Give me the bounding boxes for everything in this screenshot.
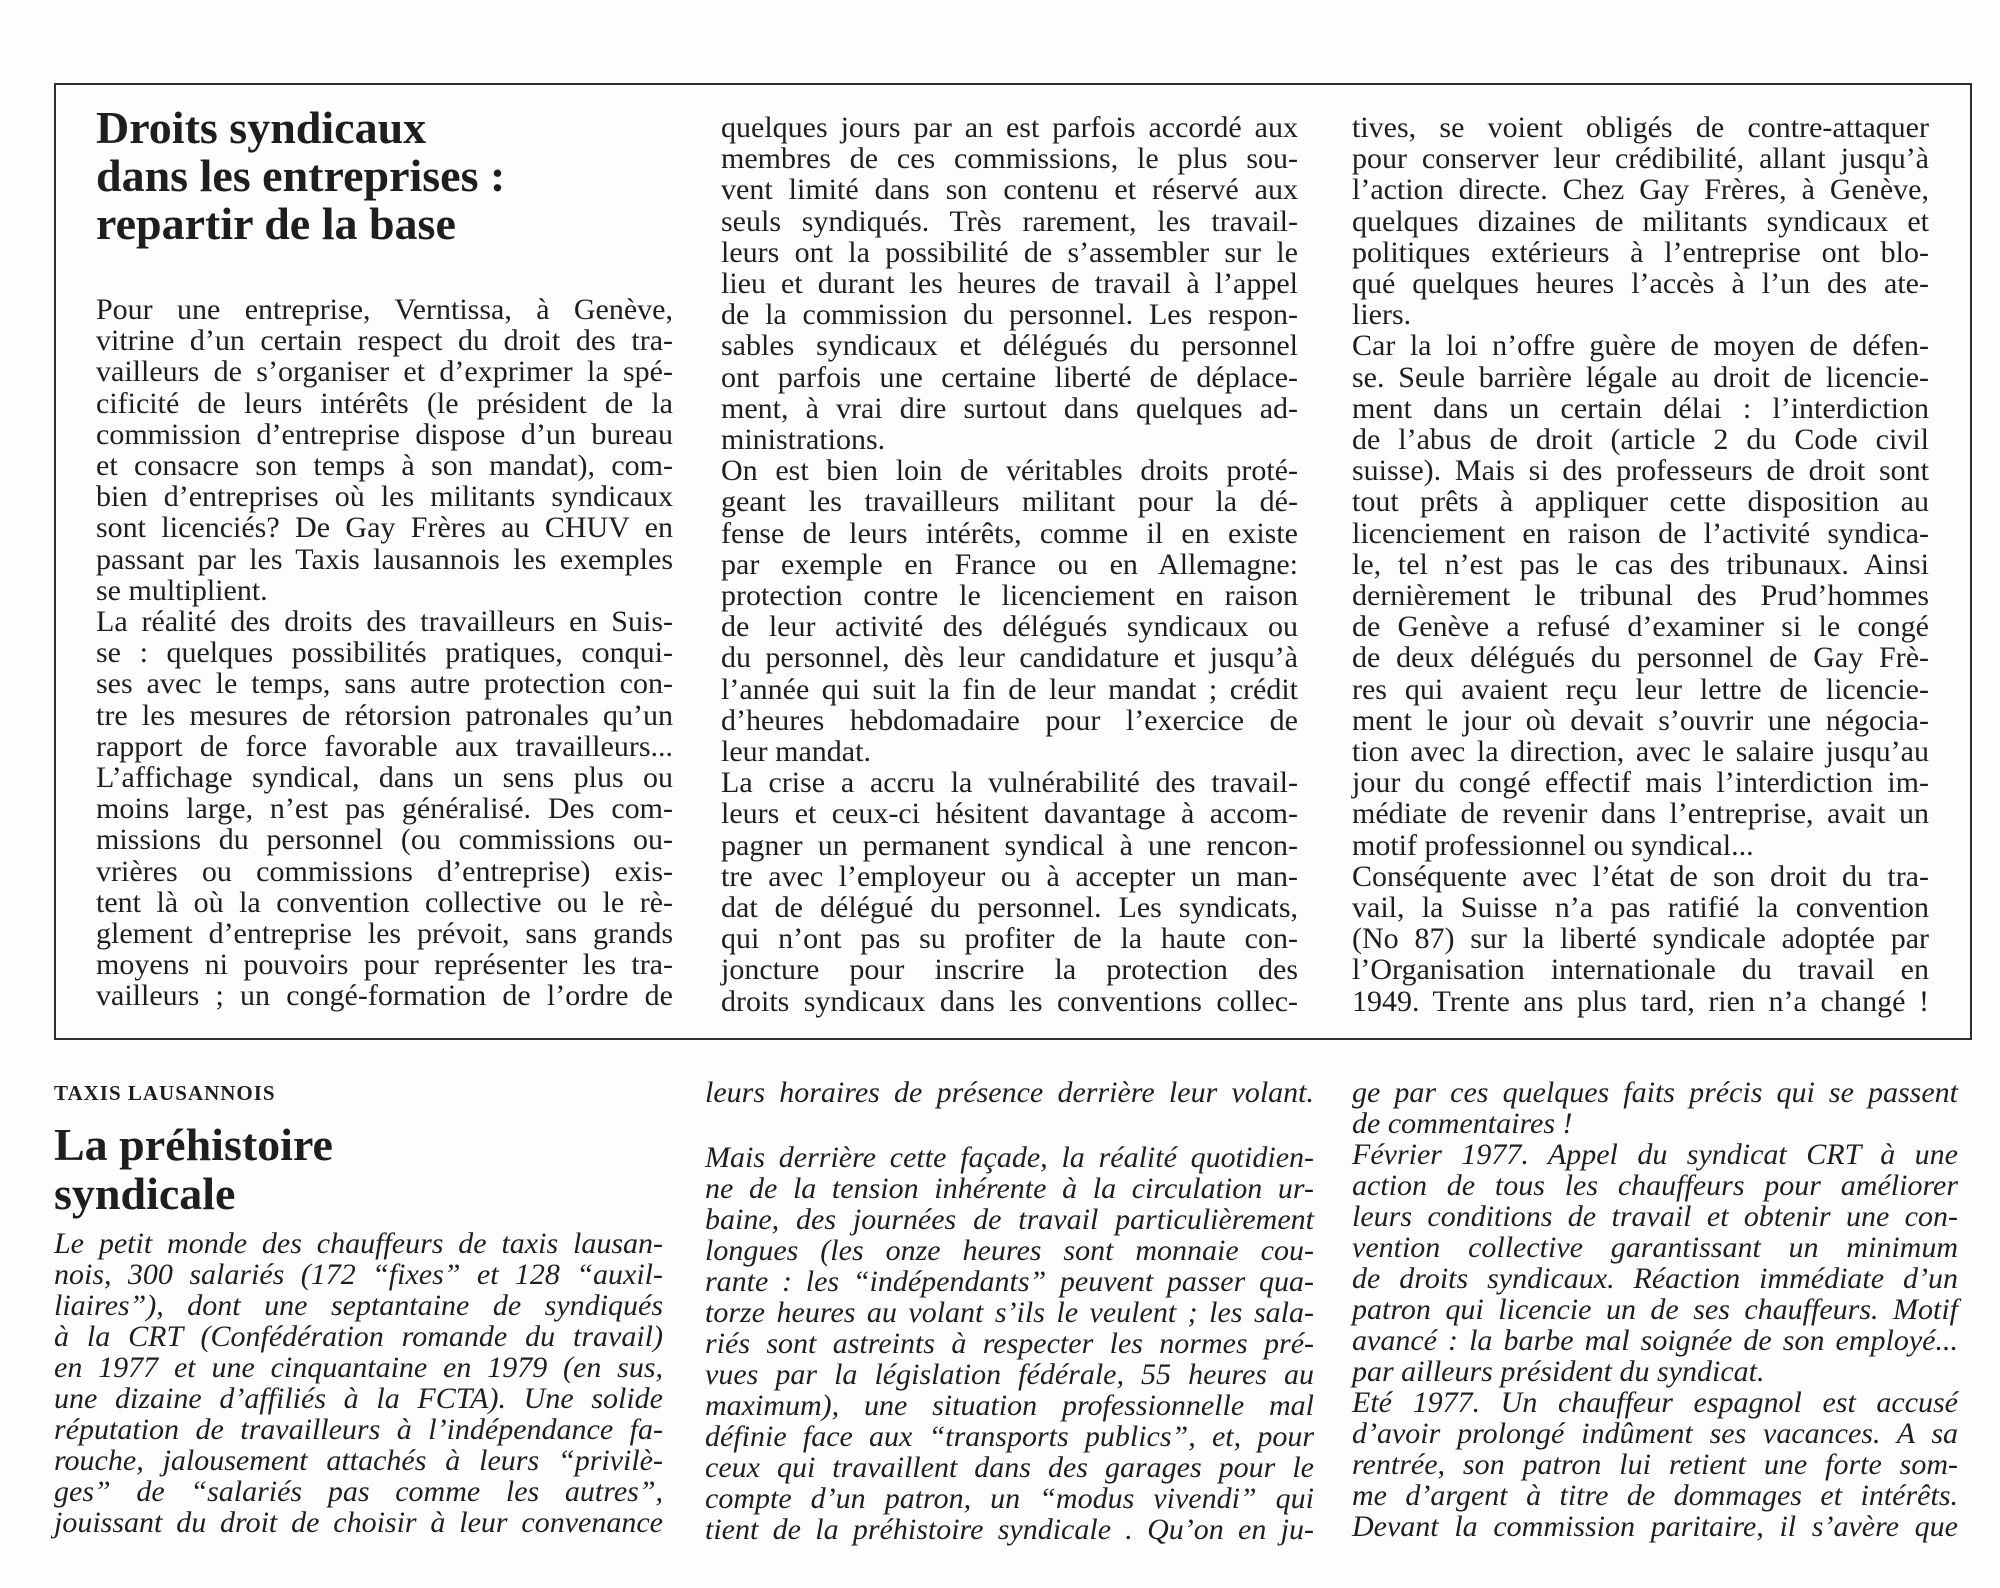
- text-line: vrières ou commissions d’entreprise) exis-: [96, 854, 673, 888]
- text-line: du personnel, dès leur candidature et jusqu’à: [721, 641, 1298, 675]
- text-line: ses avec le temps, sans autre protection con-: [96, 667, 673, 701]
- headline-line: Droits syndicaux: [96, 102, 427, 153]
- text-line: ceux qui travaillent dans des garages pour le: [705, 1451, 1314, 1484]
- text-line: res qui avaient reçu leur lettre de licencie-: [1352, 672, 1929, 706]
- text-line: Le petit monde des chauffeurs de taxis lausan-: [54, 1227, 663, 1260]
- text-line: fense de leurs intérêts, comme il en existe: [721, 516, 1298, 550]
- taxis-article-headline: [54, 1120, 333, 1218]
- text-line: leurs et ceux-ci hésitent davantage à accom-: [721, 797, 1298, 831]
- text-line: dernièrement le tribunal des Prud’hommes: [1352, 579, 1929, 613]
- text-line: La réalité des droits des travailleurs en Suis-: [96, 605, 673, 639]
- text-line: maximum), une situation professionnelle mal: [705, 1389, 1314, 1422]
- text-line: me d’argent à titre de dommages et intérêts.: [1352, 1479, 1958, 1512]
- text-line: l’action directe. Chez Gay Frères, à Genève,: [1352, 173, 1929, 207]
- text-line: motif professionnel ou syndical...: [1352, 828, 1754, 862]
- text-line: La crise a accru la vulnérabilité des travail-: [721, 766, 1298, 800]
- text-line: réputation de travailleurs à l’indépendance fa-: [54, 1413, 663, 1446]
- text-line: ministrations.: [721, 423, 886, 457]
- main-article-column-2: [721, 112, 1298, 1017]
- text-line: liers.: [1352, 298, 1412, 332]
- text-line: leurs ont la possibilité de s’assembler sur le: [721, 235, 1298, 269]
- text-line: geant les travailleurs militant pour la dé-: [721, 485, 1298, 519]
- headline-line: syndicale: [54, 1168, 236, 1219]
- headline-line: La préhistoire: [54, 1119, 333, 1170]
- text-line: définie face aux “transports publics”, et, pour: [705, 1420, 1314, 1453]
- text-line: jouissant du droit de choisir à leur convenance: [54, 1506, 663, 1539]
- paragraph: [96, 606, 673, 762]
- paragraph: [721, 455, 1298, 767]
- taxis-article-kicker: TAXIS LAUSANNOIS: [54, 1081, 276, 1105]
- paragraph: [721, 767, 1298, 1017]
- main-article-column-3: [1352, 112, 1929, 1017]
- text-line: 1949. Trente ans plus tard, rien n’a changé !: [1352, 984, 1929, 1018]
- text-line: vailleurs de s’organiser et d’exprimer la spé-: [96, 355, 673, 389]
- main-article-headline: [96, 104, 505, 248]
- text-line: vention collective garantissant un minimum: [1352, 1231, 1958, 1264]
- text-line: longues (les onze heures sont monnaie cou-: [705, 1234, 1314, 1267]
- headline-line: dans les entreprises :: [96, 150, 506, 201]
- text-line: par ailleurs président du syndicat.: [1352, 1355, 1765, 1388]
- text-line: action de tous les chauffeurs pour améliorer: [1352, 1169, 1958, 1202]
- text-line: le, tel n’est pas le cas des tribunaux. Ainsi: [1352, 547, 1929, 581]
- paragraph: [96, 762, 673, 1012]
- text-line: ment, à vrai dire surtout dans quelques ad-: [721, 391, 1298, 425]
- text-line: tient de la préhistoire syndicale . Qu’on en ju-: [705, 1513, 1314, 1546]
- text-line: de la commission du personnel. Les respon-: [721, 298, 1298, 332]
- text-line: compte d’un patron, un “modus vivendi” qui: [705, 1482, 1314, 1515]
- text-line: de l’abus de droit (article 2 du Code civil: [1352, 423, 1929, 457]
- text-line: vitrine d’un certain respect du droit des tra-: [96, 324, 673, 358]
- text-line: ne de la tension inhérente à la circulation ur-: [705, 1172, 1314, 1205]
- text-line: licenciement en raison de l’activité syndica-: [1352, 516, 1929, 550]
- text-line: nois, 300 salariés (172 “fixes” et 128 “auxil-: [54, 1258, 663, 1291]
- text-line: se multiplient.: [96, 573, 268, 607]
- text-line: ont parfois une certaine liberté de déplace-: [721, 360, 1298, 394]
- text-line: de deux délégués du personnel de Gay Frè-: [1352, 641, 1929, 675]
- text-line: qué quelques heures l’accès à l’un des ate-: [1352, 267, 1929, 301]
- text-line: leurs conditions de travail et obtenir une con-: [1352, 1200, 1958, 1233]
- text-line: à la CRT (Confédération romande du travail): [54, 1320, 663, 1353]
- text-line: pour conserver leur crédibilité, allant jusqu’à: [1352, 142, 1929, 176]
- text-line: d’heures hebdomadaire pour l’exercice de: [721, 703, 1298, 737]
- text-line: l’année qui suit la fin de leur mandat ; crédit: [721, 672, 1298, 706]
- text-line: quelques jours par an est parfois accordé aux: [721, 111, 1298, 144]
- text-line: Conséquente avec l’état de son droit du tra-: [1352, 859, 1929, 893]
- paragraph: [96, 294, 673, 606]
- text-line: droits syndicaux dans les conventions collec-: [721, 984, 1298, 1018]
- text-line: rante : les “indépendants” peuvent passer qua-: [705, 1265, 1314, 1298]
- text-line: L’affichage syndical, dans un sens plus ou: [96, 761, 673, 795]
- text-line: ge par ces quelques faits précis qui se passent: [1352, 1076, 1958, 1109]
- text-line: patron qui licencie un de ses chauffeurs. Motif: [1352, 1293, 1958, 1326]
- text-line: de Genève a refusé d’examiner si le congé: [1352, 610, 1929, 644]
- text-line: Pour une entreprise, Verntissa, à Genève,: [96, 293, 673, 326]
- text-line: avancé : la barbe mal soignée de son employé...: [1352, 1324, 1958, 1357]
- text-line: tre avec l’employeur ou à accepter un man-: [721, 859, 1298, 893]
- text-line: vailleurs ; un congé-formation de l’ordre de: [96, 979, 673, 1013]
- text-line: ment le jour où devait s’ouvrir une négocia-: [1352, 703, 1929, 737]
- text-line: rouche, jalousement attachés à leurs “privilè-: [54, 1444, 663, 1477]
- paragraph: [54, 1228, 663, 1538]
- text-line: tout prêts à appliquer cette disposition au: [1352, 485, 1929, 519]
- text-line: dat de délégué du personnel. Les syndicats,: [721, 891, 1298, 925]
- text-line: vues par la législation fédérale, 55 heures au: [705, 1358, 1314, 1391]
- text-line: sables syndicaux et délégués du personnel: [721, 329, 1298, 363]
- text-line: par exemple en France ou en Allemagne:: [721, 547, 1298, 581]
- text-line: vail, la Suisse n’a pas ratifié la convention: [1352, 891, 1929, 925]
- text-line: se. Seule barrière légale au droit de licencie-: [1352, 360, 1929, 394]
- text-line: une dizaine d’affiliés à la FCTA). Une solide: [54, 1382, 663, 1415]
- text-line: quelques dizaines de militants syndicaux et: [1352, 204, 1929, 238]
- taxis-article-column-2: [705, 1077, 1314, 1545]
- main-article-column-1: [96, 294, 673, 1012]
- text-line: politiques extérieurs à l’entreprise ont blo-: [1352, 235, 1929, 269]
- text-line: d’avoir prolongé indûment ses vacances. A sa: [1352, 1417, 1958, 1450]
- text-line: rapport de force favorable aux travailleurs...: [96, 729, 673, 763]
- text-line: pagner un permanent syndical à une rencon-: [721, 828, 1298, 862]
- text-line: suisse). Mais si des professeurs de droit sont: [1352, 454, 1929, 488]
- paragraph: [705, 1142, 1314, 1545]
- text-line: l’Organisation internationale du travail en: [1352, 953, 1929, 987]
- text-line: Devant la commission paritaire, il s’avère que: [1352, 1510, 1958, 1543]
- text-line: et consacre son temps à son mandat), com-: [96, 449, 673, 483]
- text-line: vent limité dans son contenu et réservé aux: [721, 173, 1298, 207]
- text-line: Février 1977. Appel du syndicat CRT à une: [1352, 1138, 1958, 1171]
- text-line: Car la loi n’offre guère de moyen de défen-: [1352, 329, 1929, 363]
- text-line: cificité de leurs intérêts (le président de la: [96, 386, 673, 420]
- text-line: liaires”), dont une septantaine de syndiqués: [54, 1289, 663, 1322]
- text-line: membres de ces commissions, le plus sou-: [721, 142, 1298, 176]
- text-line: bien d’entreprises où les militants syndicaux: [96, 480, 673, 514]
- text-line: en 1977 et une cinquantaine en 1979 (en sus,: [54, 1351, 663, 1384]
- text-line: moyens ni pouvoirs pour représenter les tra-: [96, 948, 673, 982]
- text-line: leur mandat.: [721, 735, 871, 769]
- text-line: baine, des journées de travail particulièrement: [705, 1203, 1314, 1236]
- text-line: médiate de revenir dans l’entreprise, avait un: [1352, 797, 1929, 831]
- headline-line: repartir de la base: [96, 198, 456, 249]
- text-line: moins large, n’est pas généralisé. Des com-: [96, 792, 673, 826]
- text-line: de commentaires !: [1352, 1107, 1573, 1140]
- paragraph: [1352, 1077, 1958, 1139]
- paragraph: [1352, 1139, 1958, 1387]
- text-line: ment dans un certain délai : l’interdiction: [1352, 391, 1929, 425]
- text-line: missions du personnel (ou commissions ou-: [96, 823, 673, 857]
- paragraph: [1352, 330, 1929, 860]
- text-line: torze heures au volant s’ils le veulent ; les sala-: [705, 1296, 1314, 1329]
- text-line: passant par les Taxis lausannois les exemples: [96, 542, 673, 576]
- text-line: tives, se voient obligés de contre-attaquer: [1352, 111, 1929, 144]
- text-line: joncture pour inscrire la protection des: [721, 953, 1298, 987]
- text-line: glement d’entreprise les prévoit, sans grands: [96, 917, 673, 951]
- text-line: rentrée, son patron lui retient une forte som-: [1352, 1448, 1958, 1481]
- text-line: leurs horaires de présence derrière leur volant.: [705, 1076, 1314, 1109]
- text-line: sont licenciés? De Gay Frères au CHUV en: [96, 511, 673, 545]
- text-line: Mais derrière cette façade, la réalité quotidien-: [705, 1141, 1314, 1174]
- text-line: seuls syndiqués. Très rarement, les travail-: [721, 204, 1298, 238]
- text-line: qui n’ont pas su profiter de la haute con-: [721, 922, 1298, 956]
- text-line: On est bien loin de véritables droits proté-: [721, 454, 1298, 488]
- text-line: ges” de “salariés pas comme les autres”,: [54, 1475, 663, 1508]
- text-line: de droits syndicaux. Réaction immédiate d’un: [1352, 1262, 1958, 1295]
- paragraph: [1352, 1387, 1958, 1542]
- taxis-article-column-1: [54, 1228, 663, 1538]
- text-line: (No 87) sur la liberté syndicale adoptée par: [1352, 922, 1929, 956]
- text-line: lieu et durant les heures de travail à l’appel: [721, 267, 1298, 301]
- text-line: tent là où la convention collective ou le rè-: [96, 885, 673, 919]
- text-line: de leur activité des délégués syndicaux ou: [721, 610, 1298, 644]
- paragraph: [705, 1077, 1314, 1108]
- text-line: riés sont astreints à respecter les normes pré-: [705, 1327, 1314, 1360]
- paragraph: [1352, 112, 1929, 330]
- text-line: tre les mesures de rétorsion patronales qu’un: [96, 698, 673, 732]
- text-line: protection contre le licenciement en raison: [721, 579, 1298, 613]
- text-line: Eté 1977. Un chauffeur espagnol est accusé: [1352, 1386, 1958, 1419]
- text-line: commission d’entreprise dispose d’un bureau: [96, 417, 673, 451]
- taxis-article-column-3: [1352, 1077, 1958, 1542]
- text-line: se : quelques possibilités pratiques, conqui-: [96, 636, 673, 670]
- paragraph: [1352, 861, 1929, 1017]
- paragraph: [721, 112, 1298, 455]
- text-line: jour du congé effectif mais l’interdiction im-: [1352, 766, 1929, 800]
- text-line: tion avec la direction, avec le salaire jusqu’au: [1352, 735, 1929, 769]
